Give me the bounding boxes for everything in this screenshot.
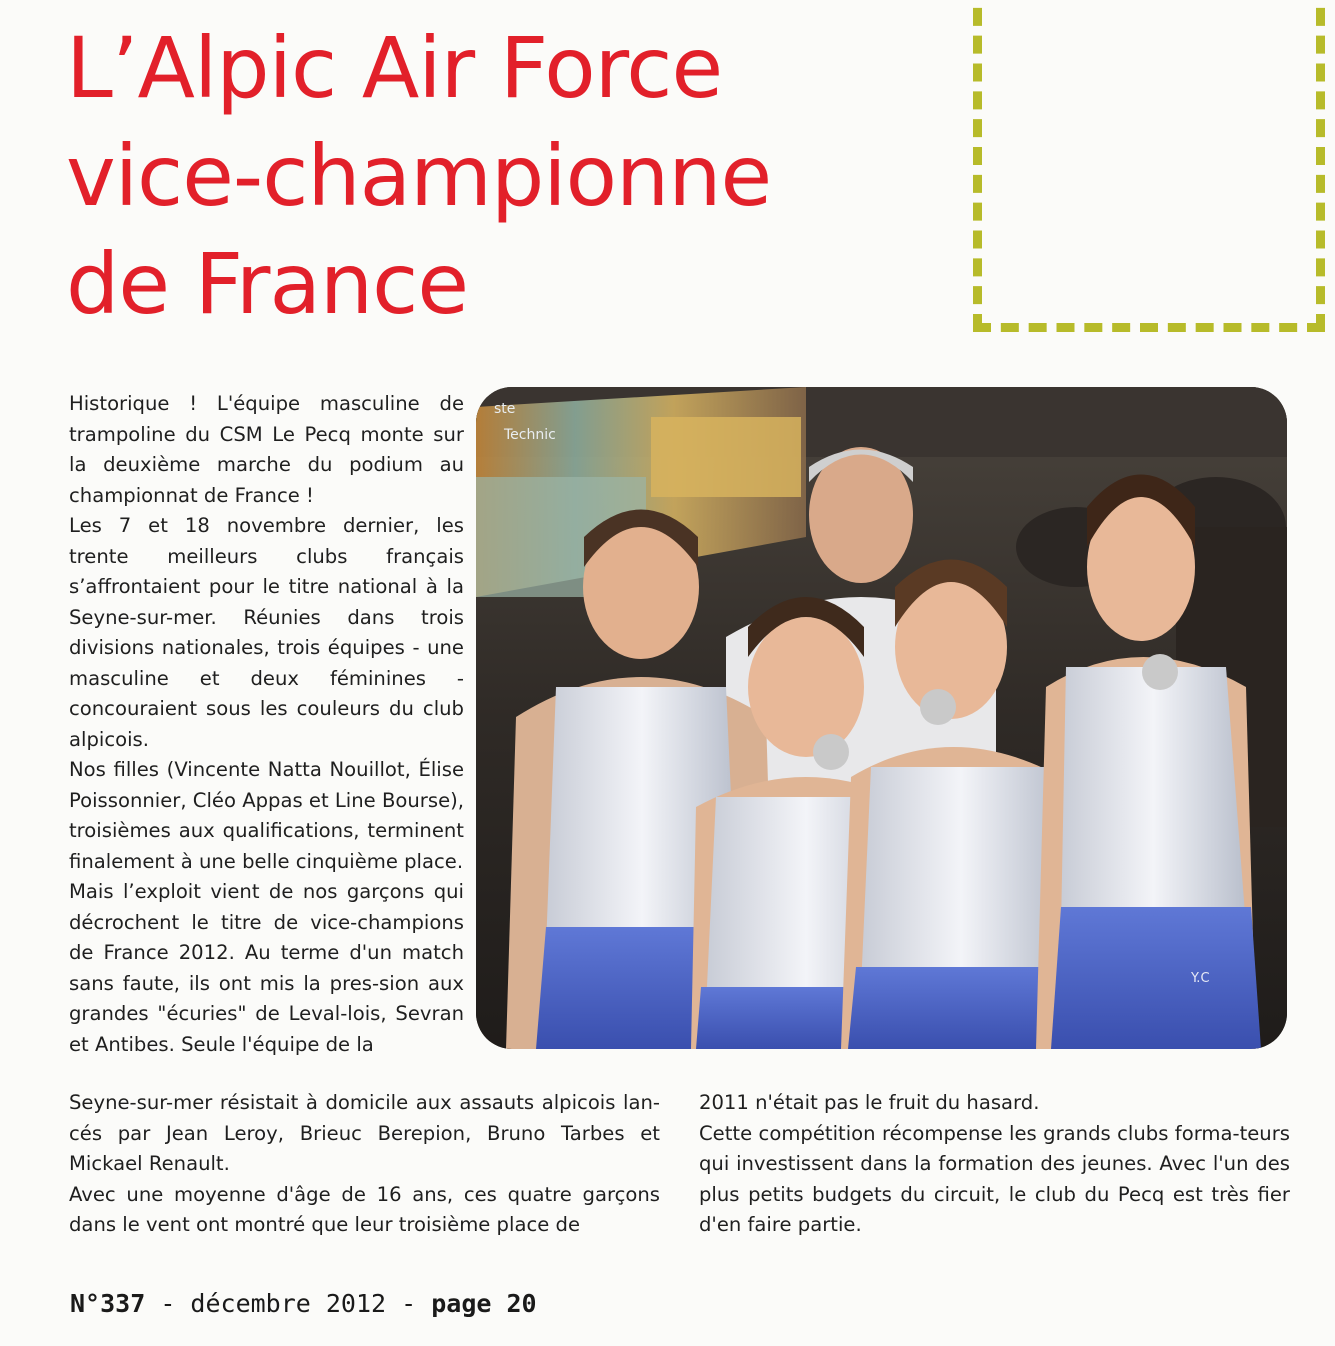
decorative-dashed-frame xyxy=(973,0,1325,332)
team-photo-illustration xyxy=(476,387,1287,1049)
article-bottom-right-column xyxy=(699,1088,1290,1241)
title-line-1: L’Alpic Air Force xyxy=(66,19,723,117)
paragraph-hasard: 2011 n'était pas le fruit du hasard. xyxy=(699,1091,1040,1114)
paragraph-intro: Historique ! L'équipe masculine de trampoline du CSM Le Pecq monte sur la deuxième marche du podium au championnat de France ! xyxy=(69,392,464,507)
paragraph-coaches: Seyne-sur-mer résistait à domicile aux assauts alpicois lan-cés par Jean Leroy, Brieuc Berepion, Bruno Tarbes et Mickael Renault. xyxy=(69,1091,660,1175)
footer-separator-1: - xyxy=(145,1289,191,1318)
shorts-logo: Y.C xyxy=(1191,971,1210,986)
page-number: page 20 xyxy=(431,1289,537,1318)
article-bottom-left-column xyxy=(69,1088,660,1241)
paragraph-competition: Les 7 et 18 novembre dernier, les trente meilleurs clubs français s’affrontaient pour le titre national à la Seyne-sur-mer. Réunies dans trois divisions nationales, trois équipes - une masculine et deux féminines - concouraient sous les couleurs du club alpicois. xyxy=(69,514,464,751)
paragraph-girls: Nos filles (Vincente Natta Nouillot, Élise Poissonnier, Cléo Appas et Line Bourse), troisièmes aux qualifications, terminent finalement à une belle cinquième place. xyxy=(69,758,464,873)
issue-number: N°337 xyxy=(70,1289,146,1318)
banner-text-1: ste xyxy=(494,401,516,417)
team-photo xyxy=(476,387,1287,1049)
paragraph-conclusion: Cette compétition récompense les grands clubs forma-teurs qui investissent dans la formation des jeunes. Avec l'un des plus petits budgets du circuit, le club du Pecq est très fier d'en faire partie. xyxy=(699,1121,1290,1236)
banner-text-2: Technic xyxy=(504,427,556,443)
issue-date: décembre 2012 xyxy=(190,1289,387,1318)
page-footer xyxy=(70,1288,537,1320)
paragraph-boys: Mais l’exploit vient de nos garçons qui décrochent le titre de vice-champions de France 2012. Au terme d'un match sans faute, ils ont mis la pres-sion aux grandes "écuries" de Leval-lois, Sevran et Antibes. Seule l'équipe de la xyxy=(69,880,464,1056)
title-line-3: de France xyxy=(66,235,469,333)
footer-separator-2: - xyxy=(386,1289,432,1318)
paragraph-age: Avec une moyenne d'âge de 16 ans, ces quatre garçons dans le vent ont montré que leur troisième place de xyxy=(69,1182,660,1236)
article-left-column xyxy=(69,389,464,1060)
article-title xyxy=(66,14,946,338)
title-line-2: vice-championne xyxy=(66,127,772,225)
